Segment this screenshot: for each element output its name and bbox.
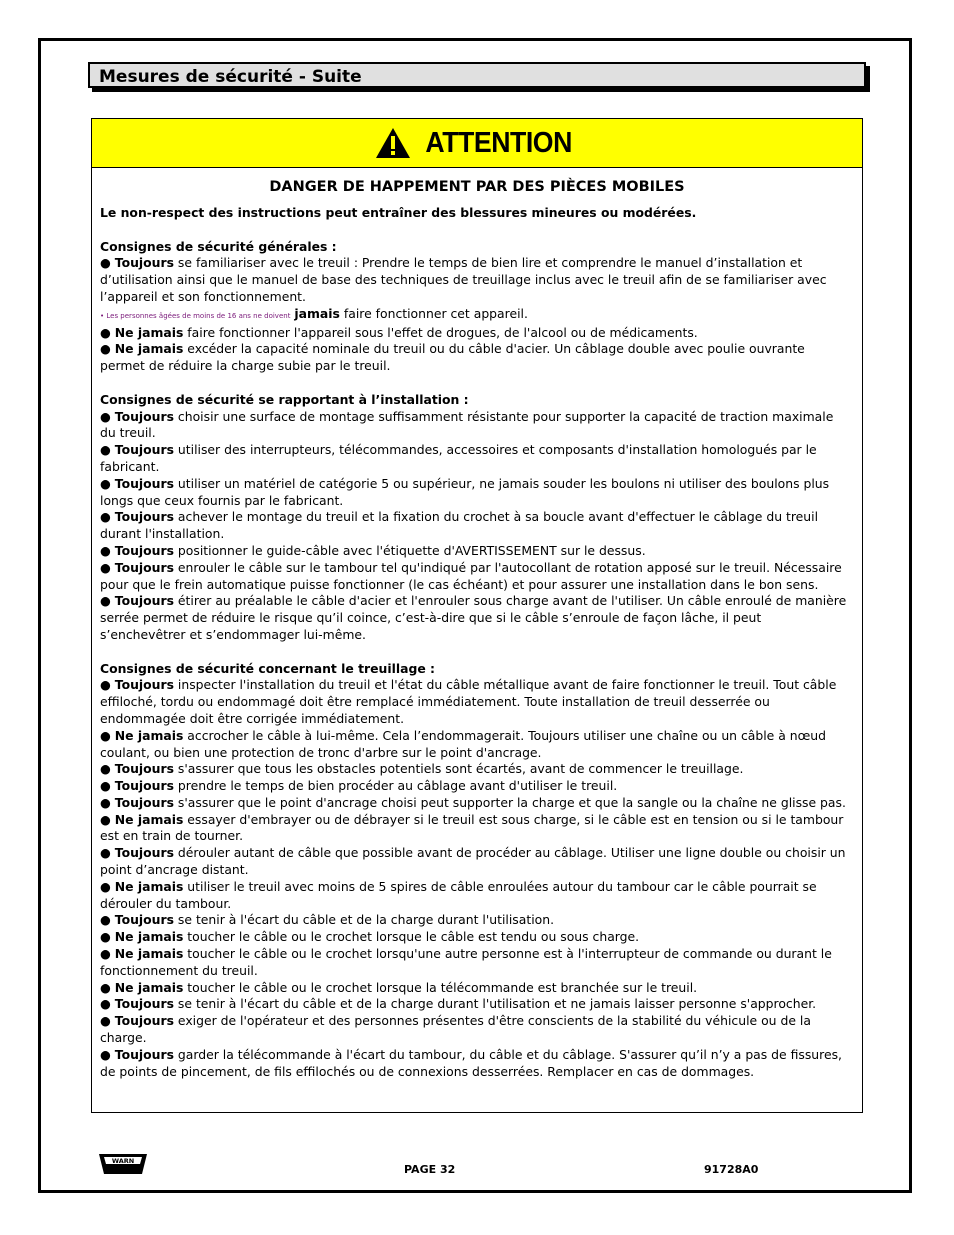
installation-list: [100, 409, 850, 644]
warning-triangle-icon: [375, 127, 411, 159]
list-item: ● Ne jamais toucher le câble ou le crochet lorsqu'une autre personne est à l'interrupteur de commande ou durant le fonctionnement du treuil.: [100, 946, 832, 978]
list-item: ● Toujours exiger de l'opérateur et des personnes présentes d'être conscients de la stabilité du véhicule ou de la charge.: [100, 1013, 811, 1046]
section-title: Mesures de sécurité - Suite: [99, 67, 362, 87]
list-item: ● Toujours choisir une surface de montage suffisamment résistante pour supporter la capacité de traction maximale du treuil.: [100, 408, 834, 441]
list-item-minor: • Les personnes âgées de moins de 16 ans ne doivent jamais faire fonctionner cet appareil.: [100, 305, 528, 321]
list-item: ● Ne jamais accrocher le câble à lui-même. Cela l’endommagerait. Toujours utiliser une chaîne ou un câble à nœud coulant, ou bien une protection de tronc d'arbre sur le point d'ancrage.: [100, 727, 827, 760]
list-item: ● Toujours s'assurer que le point d'ancrage choisi peut supporter la charge et que la sangle ou la chaîne ne glisse pas.: [100, 794, 846, 810]
list-item: ● Toujours garder la télécommande à l'écart du tambour, du câble et du câblage. S'assurer qu’il n’y a pas de fissures, de points de pincement, de fils effilochés ou de connexions desserrées. Remplacer en cas de dommages.: [100, 1046, 843, 1079]
document-code: 91728A0: [704, 1163, 759, 1176]
installation-heading: Consignes de sécurité se rapportant à l’installation :: [100, 391, 469, 407]
list-item: ● Toujours se tenir à l'écart du câble et de la charge durant l'utilisation.: [100, 912, 555, 928]
warning-box: [91, 118, 863, 1113]
list-item: ● Toujours se familiariser avec le treuil : Prendre le temps de bien lire et comprendre le manuel d’installation et d’utilisation ainsi que le manuel de base des techniques de treuillage inclus avec le treuil afin de se familiariser avec l’appareil et son fonctionnement.: [100, 255, 827, 304]
list-item: ● Ne jamais faire fonctionner l'appareil sous l'effet de drogues, de l'alcool ou de médicaments.: [100, 324, 698, 340]
svg-text:WARN: WARN: [111, 1157, 135, 1165]
general-heading: Consignes de sécurité générales :: [100, 238, 337, 254]
winching-list: [100, 677, 850, 1080]
list-item: ● Toujours enrouler le câble sur le tambour tel qu'indiqué par l'autocollant de rotation apposé sur le treuil. Nécessaire pour que le frein automatique puisse fonctionner (le cas échéant) et pour assurer une installation dans le bon sens.: [100, 559, 842, 592]
list-item: ● Toujours utiliser des interrupteurs, télécommandes, accessoires et composants d'installation homologués par le fabricant.: [100, 442, 817, 474]
danger-title: DANGER DE HAPPEMENT PAR DES PIÈCES MOBILES: [269, 179, 685, 195]
list-item: ● Ne jamais toucher le câble ou le crochet lorsque le câble est tendu ou sous charge.: [100, 929, 640, 945]
list-item: ● Toujours s'assurer que tous les obstacles potentiels sont écartés, avant de commencer le treuillage.: [100, 761, 744, 777]
list-item: ● Ne jamais toucher le câble ou le crochet lorsque la télécommande est branchée sur le treuil.: [100, 979, 698, 995]
list-item: ● Ne jamais utiliser le treuil avec moins de 5 spires de câble enroulées autour du tambour car le câble pourrait se dérouler du tambour.: [100, 878, 817, 911]
winching-heading: Consignes de sécurité concernant le treuillage :: [100, 660, 436, 676]
list-item: ● Toujours se tenir à l'écart du câble et de la charge durant l'utilisation et ne jamais laisser personne s'approcher.: [100, 996, 817, 1012]
list-item: ● Toujours prendre le temps de bien procéder au câblage avant d'utiliser le treuil.: [100, 778, 618, 794]
warn-logo: [98, 1152, 148, 1176]
warning-body: [100, 205, 850, 1080]
page-number: PAGE 32: [404, 1163, 456, 1176]
list-item: ● Toujours inspecter l'installation du treuil et l'état du câble métallique avant de faire fonctionner le treuil. Tout câble effiloché, tordu ou endommagé doit être remplacé immédiatement. Toute installation de treuil desserrée ou endommagée doit être corrigée immédiatement.: [100, 677, 837, 726]
list-item: ● Toujours positionner le guide-câble avec l'étiquette d'AVERTISSEMENT sur le dessus.: [100, 542, 646, 558]
intro-text: Le non-respect des instructions peut entraîner des blessures mineures ou modérées.: [100, 205, 697, 220]
list-item: ● Toujours utiliser un matériel de catégorie 5 ou supérieur, ne jamais souder les boulons ni utiliser des boulons plus longs que ceux fournis par le fabricant.: [100, 475, 830, 508]
attention-banner: [92, 119, 862, 168]
list-item: ● Toujours étirer au préalable le câble d'acier et l'enrouler sous charge avant de l'utiliser. Un câble enroulé de manière serrée permet de réduire le risque qu’il coince, c’est-à-dire que si le câble s’enroule de façon lâche, il peut s’enchevêtrer et s’endommager lui-même.: [100, 593, 847, 642]
section-header: [88, 62, 866, 88]
list-item: ● Ne jamais excéder la capacité nominale du treuil ou du câble d'acier. Un câblage double avec poulie ouvrante permet de réduire la charge subie par le treuil.: [100, 341, 805, 374]
attention-label: ATTENTION: [425, 126, 573, 159]
list-item: ● Ne jamais essayer d'embrayer ou de débrayer si le treuil est sous charge, si le câble est en tension ou si le tambour est en train de tourner.: [100, 811, 844, 844]
list-item: ● Toujours achever le montage du treuil et la fixation du crochet à sa boucle avant d'effectuer le câblage du treuil durant l'installation.: [100, 509, 819, 542]
list-item: ● Toujours dérouler autant de câble que possible avant de procéder au câblage. Utiliser une ligne double ou choisir un point d’ancrage distant.: [100, 845, 846, 878]
